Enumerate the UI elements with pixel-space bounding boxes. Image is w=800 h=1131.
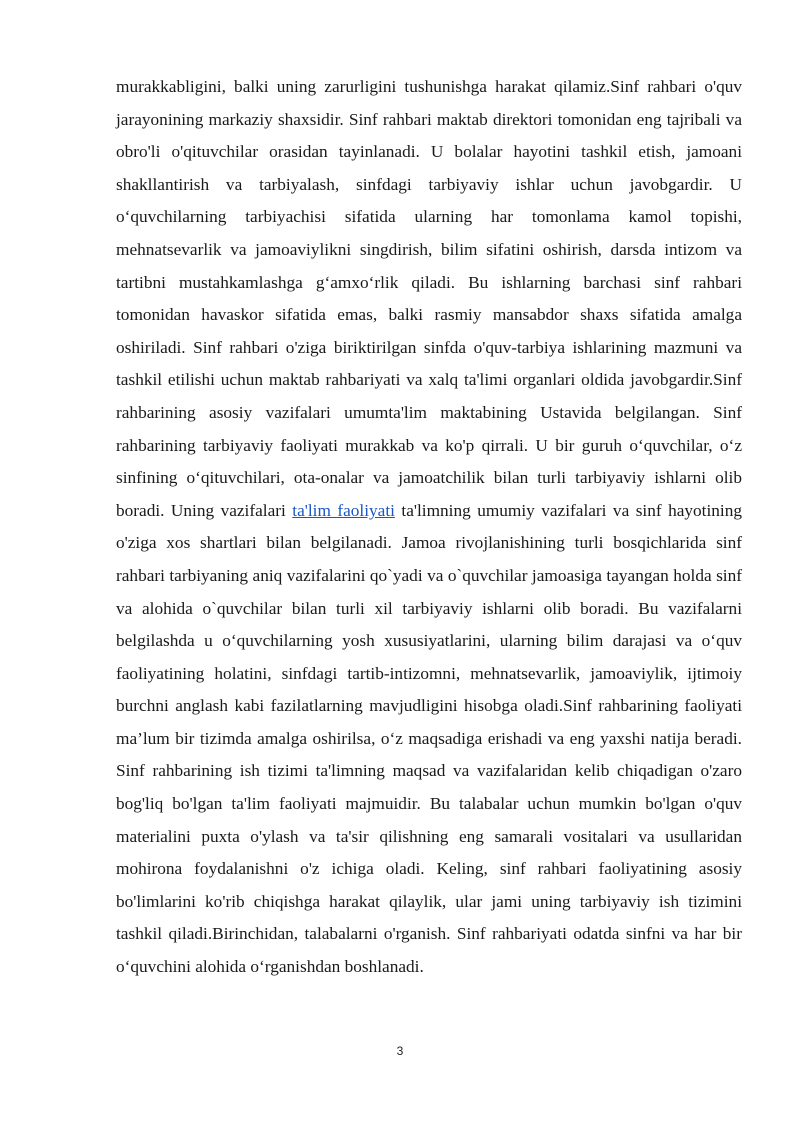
page-number: 3 (396, 1044, 404, 1058)
talim-faoliyati-link[interactable]: ta'lim faoliyati (292, 500, 395, 520)
body-paragraph (116, 71, 742, 984)
body-text-before-link: murakkabligini, balki uning zarurligini tushunishga harakat qilamiz.Sinf rahbari o'quv jarayonining markaziy shaxsidir. Sinf rahbari maktab direktori tomonidan eng tajribali va obro'li o'qituvchilar orasidan tayinlanadi. U bolalar hayotini tashkil etish, jamoani shakllantirish va tarbiyalash, sinfdagi tarbiyaviy ishlar uchun javobgardir. U o‘quvchilarning tarbiyachisi sifatida ularning har tomonlama kamol topishi, mehnatsevarlik va jamoaviylikni singdirish, bilim sifatini oshirish, darsda intizom va tartibni mustahkamlashga g‘amxo‘rlik qiladi. Bu ishlarning barchasi sinf rahbari tomonidan havaskor sifatida emas, balki rasmiy mansabdor shaxs sifatida amalga oshiriladi. Sinf rahbari o'ziga biriktirilgan sinfda o'quv-tarbiya ishlarining mazmuni va tashkil etilishi uchun maktab rahbariyati va xalq ta'limi organlari oldida javobgardir.Sinf rahbarining asosiy vazifalari umumta'lim maktabining Ustavida belgilangan. Sinf rahbarining tarbiyaviy faoliyati murakkab va ko'p qirrali. U bir guruh o‘quvchilar, o‘z sinfining o‘qituvchilari, ota-onalar va jamoatchilik bilan turli tarbiyaviy ishlarni olib boradi. Uning vazifalari (116, 77, 742, 520)
body-text-after-link: ta'limning umumiy vazifalari va sinf hayotining o'ziga xos shartlari bilan belgilanadi. Jamoa rivojlanishining turli bosqichlarida sinf rahbari tarbiyaning aniq vazifalarini qo`yadi va o`quvchilar jamoasiga tayangan holda sinf va alohida o`quvchilar bilan turli xil tarbiyaviy ishlarni olib boradi. Bu vazifalarni belgilashda u o‘quvchilarning yosh xususiyatlarini, ularning bilim darajasi va o‘quv faoliyatining holatini, sinfdagi tartib-intizomni, mehnatsevarlik, jamoaviylik, ijtimoiy burchni anglash kabi fazilatlarning mavjudligini hisobga oladi.Sinf rahbarining faoliyati ma’lum bir tizimda amalga oshirilsa, o‘z maqsadiga erishadi va eng yaxshi natija beradi. Sinf rahbarining ish tizimi ta'limning maqsad va vazifalaridan kelib chiqadigan o'zaro bog'liq bo'lgan ta'lim faoliyati majmuidir. Bu talabalar uchun mumkin bo'lgan o'quv materialini puxta o'ylash va ta'sir qilishning eng samarali vositalari va usullaridan mohirona foydalanishni o'z ichiga oladi. Keling, sinf rahbari faoliyatining asosiy bo'limlarini ko'rib chiqishga harakat qilaylik, ular jami uning tarbiyaviy ish tizimini tashkil qiladi.Birinchidan, talabalarni o'rganish. Sinf rahbariyati odatda sinfni va har bir o‘quvchini alohida o‘rganishdan boshlanadi. (116, 500, 742, 977)
